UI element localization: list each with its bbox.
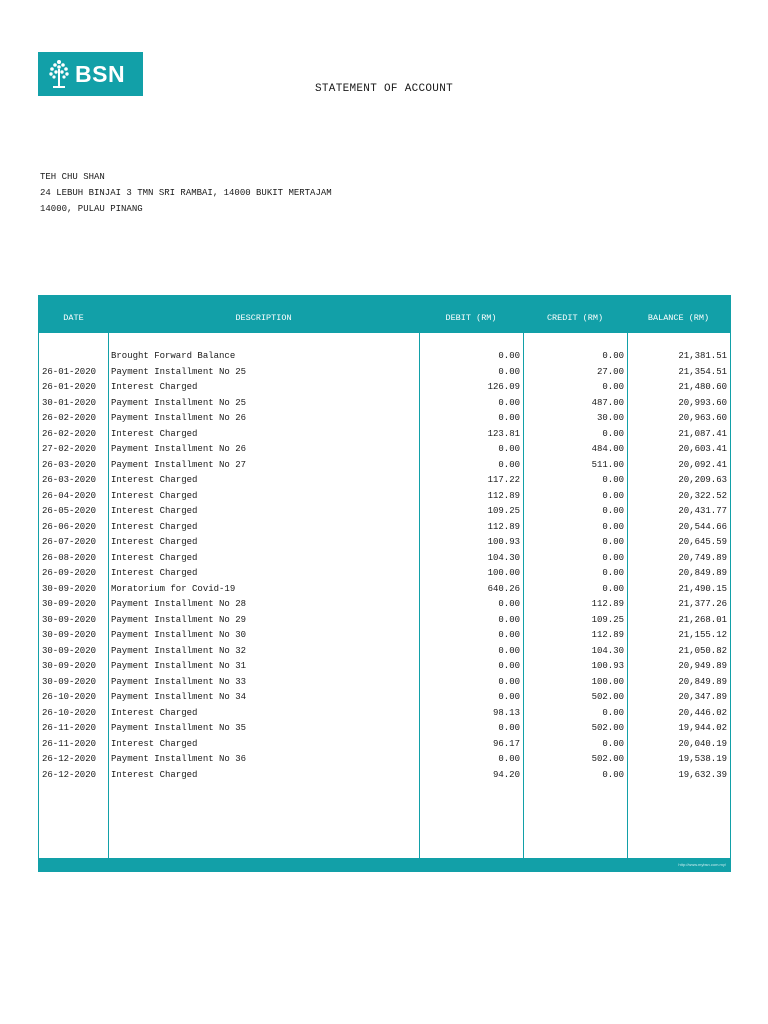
table-footer (39, 858, 730, 871)
row-description: Interest Charged (111, 490, 198, 501)
row-balance: 20,645.59 (678, 537, 727, 547)
row-description: Payment Installment No 36 (111, 754, 247, 764)
row-balance: 21,354.51 (678, 366, 727, 377)
table-body (39, 349, 730, 783)
row-description: Payment Installment No 25 (111, 366, 247, 377)
row-date: 26-01-2020 (42, 382, 97, 392)
table-row (39, 628, 730, 644)
row-description: Payment Installment No 25 (111, 397, 247, 408)
row-credit: 0.00 (602, 537, 624, 547)
row-credit: 27.00 (596, 366, 624, 377)
row-description: Payment Installment No 26 (111, 413, 247, 423)
row-balance: 20,849.89 (678, 676, 727, 687)
row-description: Interest Charged (111, 475, 198, 485)
table-row (39, 504, 730, 520)
table-row (39, 706, 730, 722)
customer-address-block (40, 169, 332, 217)
row-credit: 484.00 (591, 444, 624, 454)
row-credit: 0.00 (602, 506, 624, 516)
row-debit: 0.00 (498, 413, 520, 423)
row-debit: 0.00 (498, 645, 520, 656)
row-date: 26-01-2020 (42, 366, 97, 377)
row-description: Interest Charged (111, 382, 198, 392)
row-credit: 0.00 (602, 351, 624, 361)
row-debit: 94.20 (492, 769, 520, 780)
row-debit: 0.00 (498, 661, 520, 671)
row-date: 26-02-2020 (42, 413, 97, 423)
row-debit: 123.81 (487, 428, 520, 439)
row-description: Payment Installment No 30 (111, 630, 247, 640)
row-balance: 21,268.01 (678, 614, 727, 625)
table-header (39, 296, 730, 333)
table-row (39, 535, 730, 551)
table-row (39, 659, 730, 675)
table-row (39, 442, 730, 458)
row-date: 30-01-2020 (42, 397, 97, 408)
row-date: 26-11-2020 (42, 723, 97, 733)
table-row (39, 551, 730, 567)
row-debit: 0.00 (498, 723, 520, 733)
table-row (39, 644, 730, 660)
row-date: 30-09-2020 (42, 614, 97, 625)
row-balance: 19,632.39 (678, 769, 727, 780)
table-row (39, 411, 730, 427)
row-description: Interest Charged (111, 769, 198, 780)
row-balance: 20,963.60 (678, 413, 727, 423)
table-row (39, 737, 730, 753)
row-date: 26-12-2020 (42, 769, 97, 780)
header-debit: DEBIT (RM) (445, 313, 497, 323)
row-balance: 20,446.02 (678, 707, 727, 718)
row-credit: 0.00 (602, 475, 624, 485)
customer-name: TEH CHU SHAN (40, 172, 105, 182)
row-description: Interest Charged (111, 428, 198, 439)
row-credit: 487.00 (591, 397, 624, 408)
row-balance: 20,322.52 (678, 490, 727, 501)
table-row (39, 582, 730, 598)
row-debit: 100.93 (487, 537, 520, 547)
footer-url: http://www.mybsn.com.my/ (678, 862, 726, 867)
row-date: 26-04-2020 (42, 490, 97, 501)
row-credit: 511.00 (591, 459, 624, 470)
row-balance: 21,480.60 (678, 382, 727, 392)
row-description: Payment Installment No 32 (111, 645, 247, 656)
row-date: 26-06-2020 (42, 521, 97, 532)
row-date: 30-09-2020 (42, 583, 97, 594)
row-date: 30-09-2020 (42, 676, 97, 687)
row-description: Payment Installment No 31 (111, 661, 247, 671)
row-description: Brought Forward Balance (111, 351, 236, 361)
header-credit: CREDIT (RM) (546, 313, 604, 323)
row-date: 26-07-2020 (42, 537, 97, 547)
row-debit: 0.00 (498, 630, 520, 640)
table-row (39, 613, 730, 629)
row-balance: 19,538.19 (678, 754, 727, 764)
row-description: Interest Charged (111, 521, 198, 532)
row-debit: 640.26 (487, 583, 520, 594)
table-row (39, 721, 730, 737)
row-credit: 109.25 (591, 614, 624, 625)
row-credit: 100.93 (591, 661, 624, 671)
row-credit: 0.00 (602, 428, 624, 439)
row-description: Interest Charged (111, 552, 198, 563)
row-description: Payment Installment No 27 (111, 459, 247, 470)
row-description: Payment Installment No 29 (111, 614, 247, 625)
row-debit: 98.13 (492, 707, 520, 718)
row-debit: 0.00 (498, 599, 520, 609)
row-balance: 21,155.12 (678, 630, 727, 640)
row-balance: 20,544.66 (678, 521, 727, 532)
row-date: 26-12-2020 (42, 754, 97, 764)
row-credit: 104.30 (591, 645, 624, 656)
table-row (39, 752, 730, 768)
row-credit: 0.00 (602, 769, 624, 780)
row-credit: 0.00 (602, 490, 624, 501)
row-credit: 0.00 (602, 738, 624, 749)
row-balance: 21,490.15 (678, 583, 727, 594)
table-row (39, 690, 730, 706)
row-debit: 0.00 (498, 351, 520, 361)
row-debit: 100.00 (487, 568, 520, 578)
row-date: 30-09-2020 (42, 630, 97, 640)
row-credit: 100.00 (591, 676, 624, 687)
row-debit: 104.30 (487, 552, 520, 563)
statement-table (38, 295, 731, 872)
table-row (39, 675, 730, 691)
row-description: Payment Installment No 34 (111, 692, 247, 702)
row-credit: 502.00 (591, 754, 624, 764)
row-date: 26-02-2020 (42, 428, 97, 439)
row-balance: 21,050.82 (678, 645, 727, 656)
row-balance: 20,040.19 (678, 738, 727, 749)
table-row (39, 427, 730, 443)
row-debit: 0.00 (498, 692, 520, 702)
row-debit: 0.00 (498, 614, 520, 625)
row-description: Interest Charged (111, 707, 198, 718)
row-balance: 19,944.02 (678, 723, 727, 733)
table-row (39, 396, 730, 412)
row-date: 26-11-2020 (42, 738, 97, 749)
row-balance: 20,092.41 (678, 459, 727, 470)
row-description: Payment Installment No 26 (111, 444, 247, 454)
row-description: Interest Charged (111, 506, 198, 516)
header-description: DESCRIPTION (235, 313, 292, 323)
table-row (39, 597, 730, 613)
row-date: 26-10-2020 (42, 707, 97, 718)
row-date: 26-03-2020 (42, 475, 97, 485)
row-date: 30-09-2020 (42, 661, 97, 671)
table-row (39, 566, 730, 582)
table-row (39, 349, 730, 365)
table-row (39, 473, 730, 489)
row-balance: 20,431.77 (678, 506, 727, 516)
row-balance: 20,949.89 (678, 661, 727, 671)
row-debit: 126.09 (487, 382, 520, 392)
row-debit: 0.00 (498, 397, 520, 408)
row-credit: 0.00 (602, 552, 624, 563)
row-date: 26-09-2020 (42, 568, 97, 578)
table-row (39, 520, 730, 536)
row-balance: 20,347.89 (678, 692, 727, 702)
row-credit: 502.00 (591, 692, 624, 702)
row-debit: 0.00 (498, 676, 520, 687)
address-line-1: 24 LEBUH BINJAI 3 TMN SRI RAMBAI, 14000 BUKIT MERTAJAM (40, 188, 332, 198)
row-date: 27-02-2020 (42, 444, 97, 454)
row-balance: 20,603.41 (678, 444, 727, 454)
row-date: 26-10-2020 (42, 692, 97, 702)
row-balance: 21,381.51 (678, 351, 727, 361)
row-credit: 0.00 (602, 583, 624, 594)
address-line-2: 14000, PULAU PINANG (40, 204, 143, 214)
table-row (39, 365, 730, 381)
row-credit: 0.00 (602, 382, 624, 392)
row-date: 26-03-2020 (42, 459, 97, 470)
page-title: STATEMENT OF ACCOUNT (314, 83, 454, 95)
row-debit: 112.89 (487, 490, 520, 501)
row-debit: 0.00 (498, 444, 520, 454)
row-debit: 117.22 (487, 475, 520, 485)
row-description: Interest Charged (111, 738, 198, 749)
row-description: Moratorium for Covid-19 (111, 583, 236, 594)
header-date: DATE (63, 313, 84, 323)
row-credit: 0.00 (602, 568, 624, 578)
row-description: Payment Installment No 35 (111, 723, 247, 733)
row-debit: 0.00 (498, 366, 520, 377)
row-date: 30-09-2020 (42, 645, 97, 656)
row-debit: 109.25 (487, 506, 520, 516)
row-date: 30-09-2020 (42, 599, 97, 609)
row-date: 26-08-2020 (42, 552, 97, 563)
row-credit: 0.00 (602, 521, 624, 532)
row-balance: 20,849.89 (678, 568, 727, 578)
row-credit: 112.89 (591, 599, 624, 609)
table-row (39, 489, 730, 505)
row-date: 26-05-2020 (42, 506, 97, 516)
row-description: Interest Charged (111, 537, 198, 547)
row-credit: 0.00 (602, 707, 624, 718)
row-balance: 21,377.26 (678, 599, 727, 609)
row-debit: 96.17 (492, 738, 520, 749)
header-balance: BALANCE (RM) (647, 313, 710, 323)
row-credit: 112.89 (591, 630, 624, 640)
row-credit: 30.00 (596, 413, 624, 423)
row-balance: 20,993.60 (678, 397, 727, 408)
row-credit: 502.00 (591, 723, 624, 733)
row-description: Payment Installment No 28 (111, 599, 247, 609)
row-description: Payment Installment No 33 (111, 676, 247, 687)
row-balance: 21,087.41 (678, 428, 727, 439)
table-row (39, 380, 730, 396)
row-balance: 20,209.63 (678, 475, 727, 485)
row-debit: 0.00 (498, 754, 520, 764)
row-debit: 0.00 (498, 459, 520, 470)
row-balance: 20,749.89 (678, 552, 727, 563)
table-row (39, 768, 730, 784)
bank-name: BSN (75, 60, 126, 87)
row-debit: 112.89 (487, 521, 520, 532)
table-row (39, 458, 730, 474)
row-description: Interest Charged (111, 568, 198, 578)
